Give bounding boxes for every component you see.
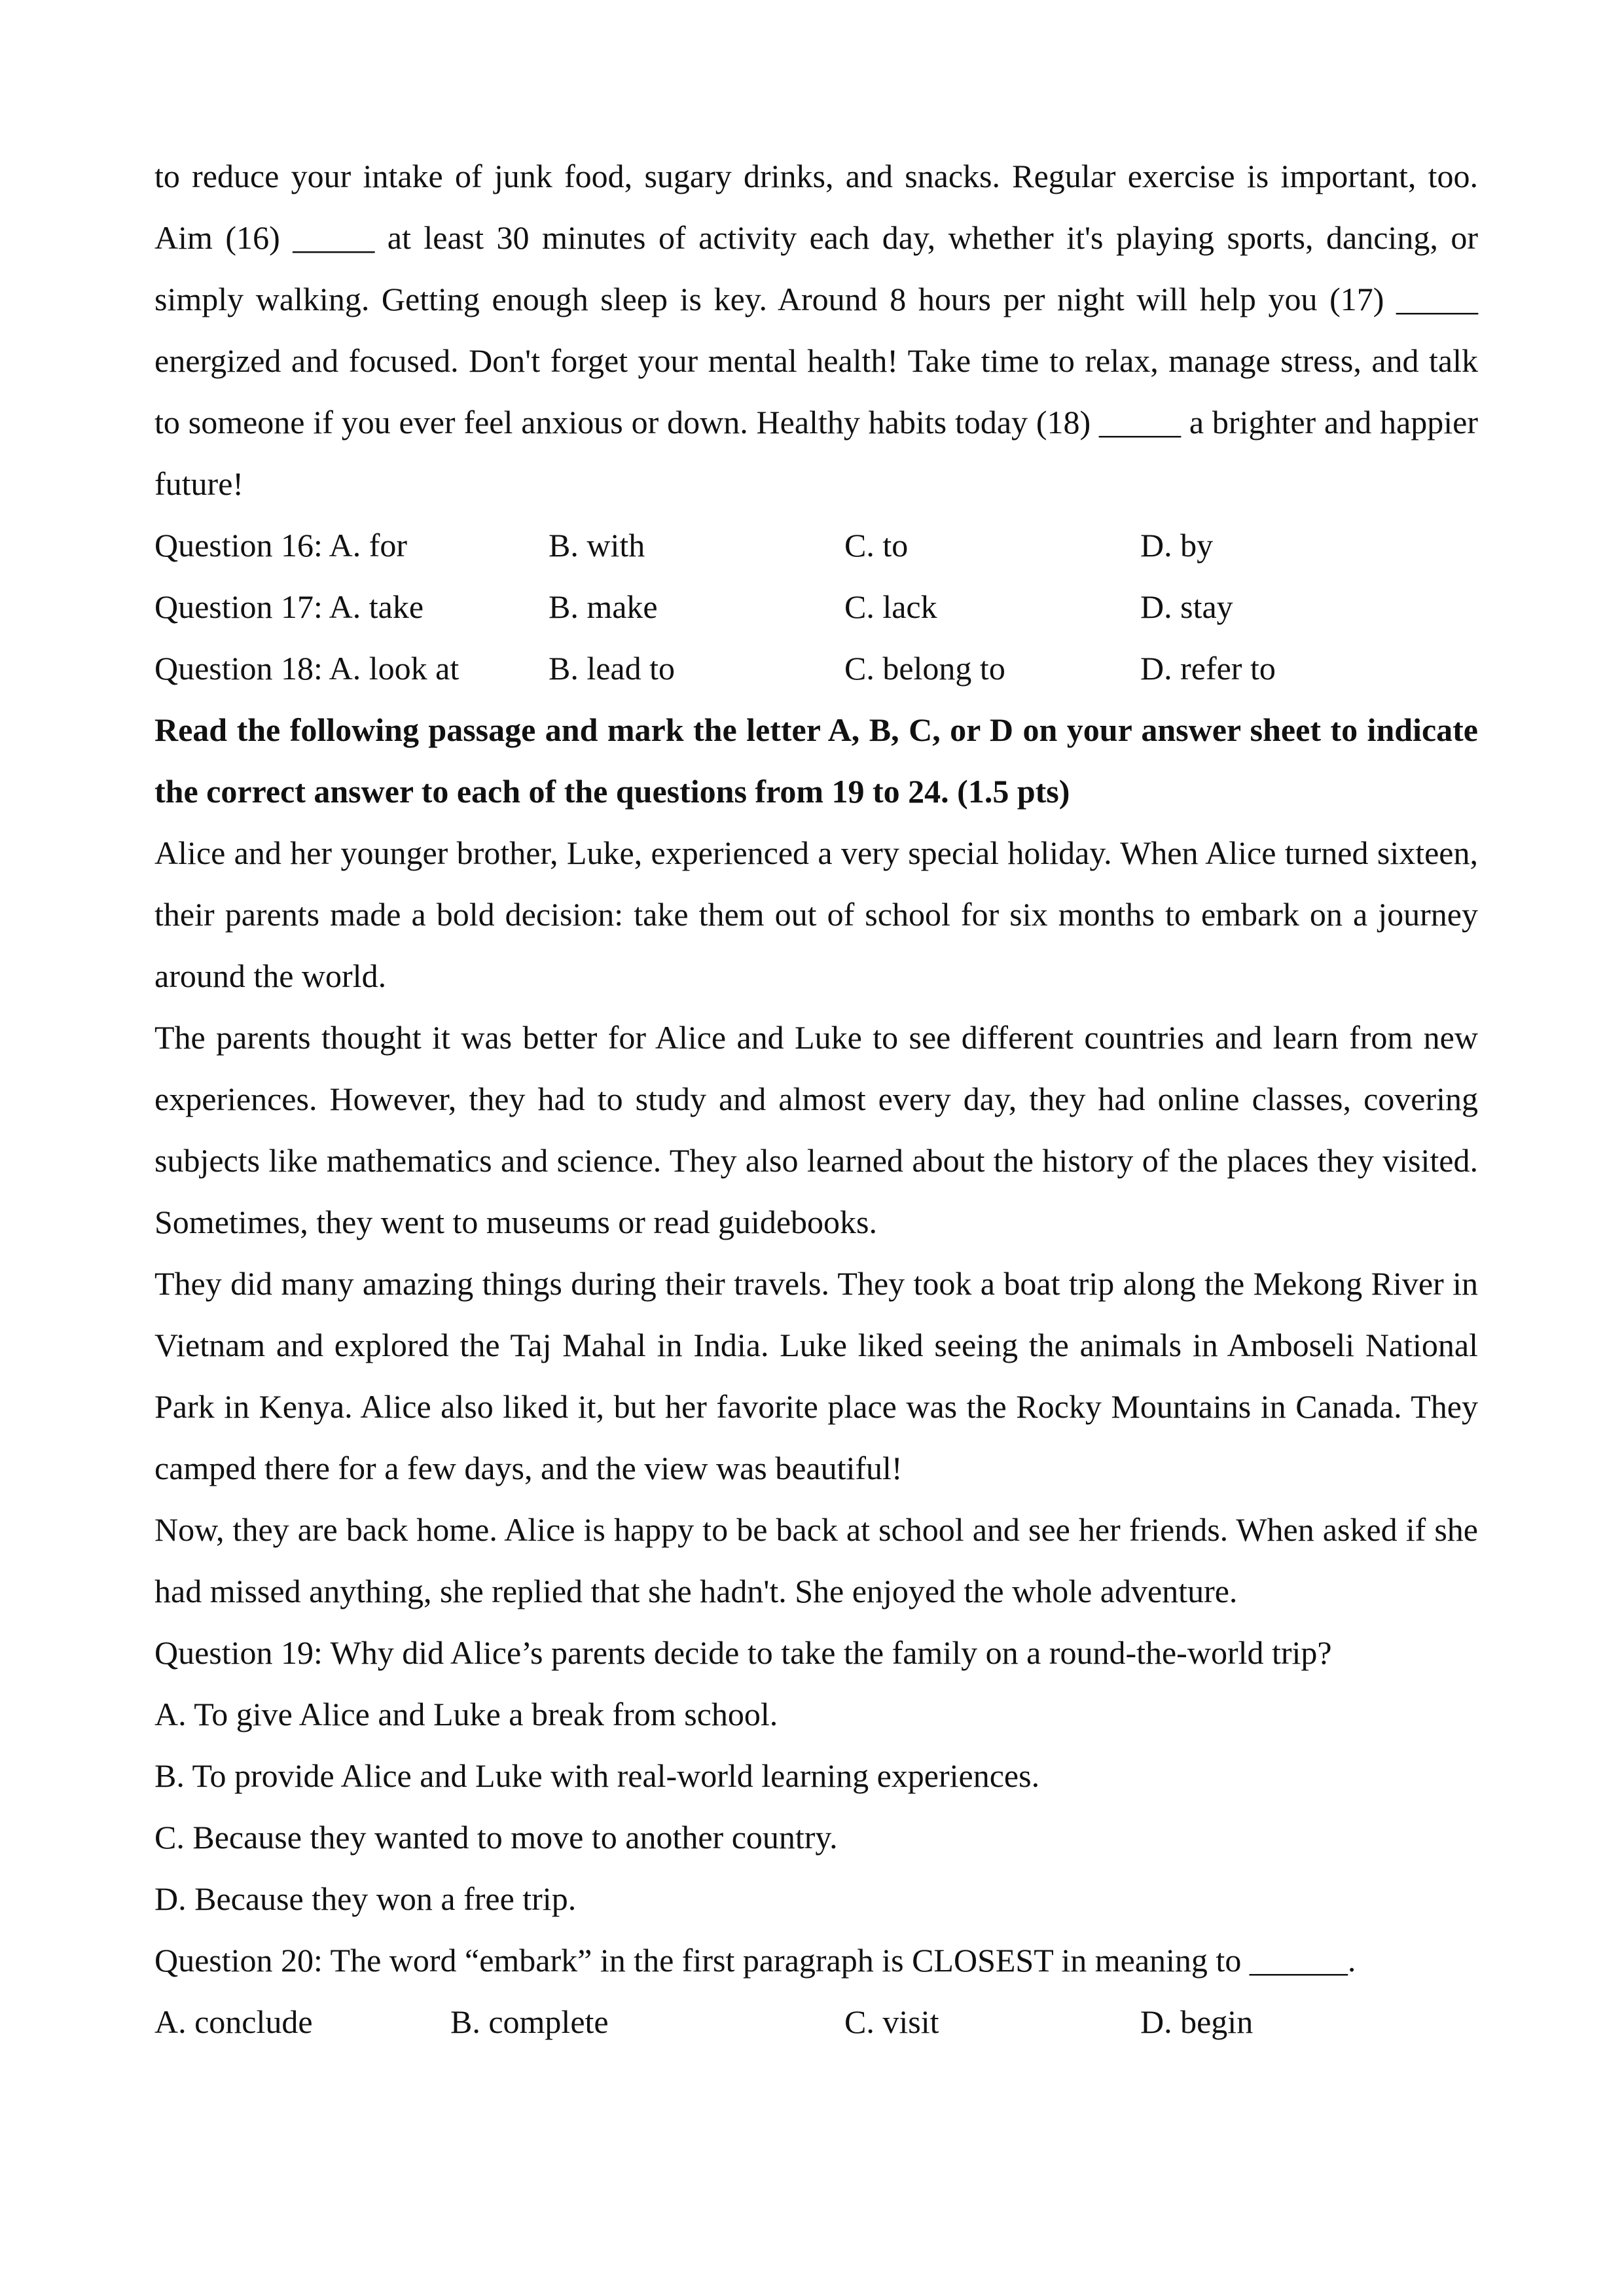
- q16-option-b: B. with: [549, 527, 645, 564]
- q20-option-b: B. complete: [450, 2003, 609, 2040]
- q17-option-b: B. make: [549, 588, 658, 625]
- q17-stem: Question 17: A. take: [154, 588, 424, 625]
- question-17: [154, 576, 1478, 637]
- section-instruction: Read the following passage and mark the letter A, B, C, or D on your answer sheet to indicate the correct answer to each of the questions from 19 to 24. (1.5 pts): [154, 711, 1478, 810]
- q16-option-d: D. by: [1140, 527, 1214, 564]
- q19-option-a: A. To give Alice and Luke a break from school.: [154, 1696, 778, 1732]
- q20-option-d: D. begin: [1140, 2003, 1254, 2040]
- q19-option-c: C. Because they wanted to move to another country.: [154, 1819, 838, 1856]
- q20-stem: Question 20: The word “embark” in the first paragraph is CLOSEST in meaning to ______.: [154, 1942, 1356, 1979]
- q19-option-b: B. To provide Alice and Luke with real-world learning experiences.: [154, 1757, 1040, 1794]
- q20-options: [154, 1991, 1478, 2053]
- q17-option-c: C. lack: [844, 588, 937, 625]
- reading-paragraph-2: The parents thought it was better for Alice and Luke to see different countries and learn from new experiences. However, they had to study and almost every day, they had online classes, covering subjects like mathematics and science. They also learned about the history of the places they visited. Sometimes, they went to museums or read guidebooks.: [154, 1019, 1478, 1240]
- passage-continuation: to reduce your intake of junk food, sugary drinks, and snacks. Regular exercise is important, too. Aim (16) _____ at least 30 minutes of activity each day, whether it's playing sports, dancing, or simply walking. Getting enough sleep is key. Around 8 hours per night will help you (17) _____ energized and focused. Don't forget your mental health! Take time to relax, manage stress, and talk to someone if you ever feel anxious or down. Healthy habits today (18) _____ a brighter and happier future!: [154, 158, 1478, 502]
- reading-paragraph-1: Alice and her younger brother, Luke, experienced a very special holiday. When Alice turned sixteen, their parents made a bold decision: take them out of school for six months to embark on a journey around the world.: [154, 834, 1478, 994]
- q16-stem: Question 16: A. for: [154, 527, 408, 564]
- question-16: [154, 514, 1478, 576]
- reading-paragraph-4: Now, they are back home. Alice is happy to be back at school and see her friends. When asked if she had missed anything, she replied that she hadn't. She enjoyed the whole adventure.: [154, 1511, 1478, 1609]
- document-page: [154, 145, 1478, 2053]
- q20-option-c: C. visit: [844, 2003, 939, 2040]
- q20-option-a: A. conclude: [154, 2003, 313, 2040]
- q19-stem: Question 19: Why did Alice’s parents decide to take the family on a round-the-world trip?: [154, 1634, 1332, 1671]
- q18-option-b: B. lead to: [549, 650, 676, 687]
- q17-option-d: D. stay: [1140, 588, 1233, 625]
- q18-option-d: D. refer to: [1140, 650, 1276, 687]
- question-18: [154, 637, 1478, 699]
- reading-paragraph-3: They did many amazing things during their travels. They took a boat trip along the Mekong River in Vietnam and explored the Taj Mahal in India. Luke liked seeing the animals in Amboseli National Park in Kenya. Alice also liked it, but her favorite place was the Rocky Mountains in Canada. They camped there for a few days, and the view was beautiful!: [154, 1265, 1478, 1486]
- q19-option-d: D. Because they won a free trip.: [154, 1880, 577, 1917]
- q18-stem: Question 18: A. look at: [154, 650, 460, 687]
- q18-option-c: C. belong to: [844, 650, 1005, 687]
- q16-option-c: C. to: [844, 527, 909, 564]
